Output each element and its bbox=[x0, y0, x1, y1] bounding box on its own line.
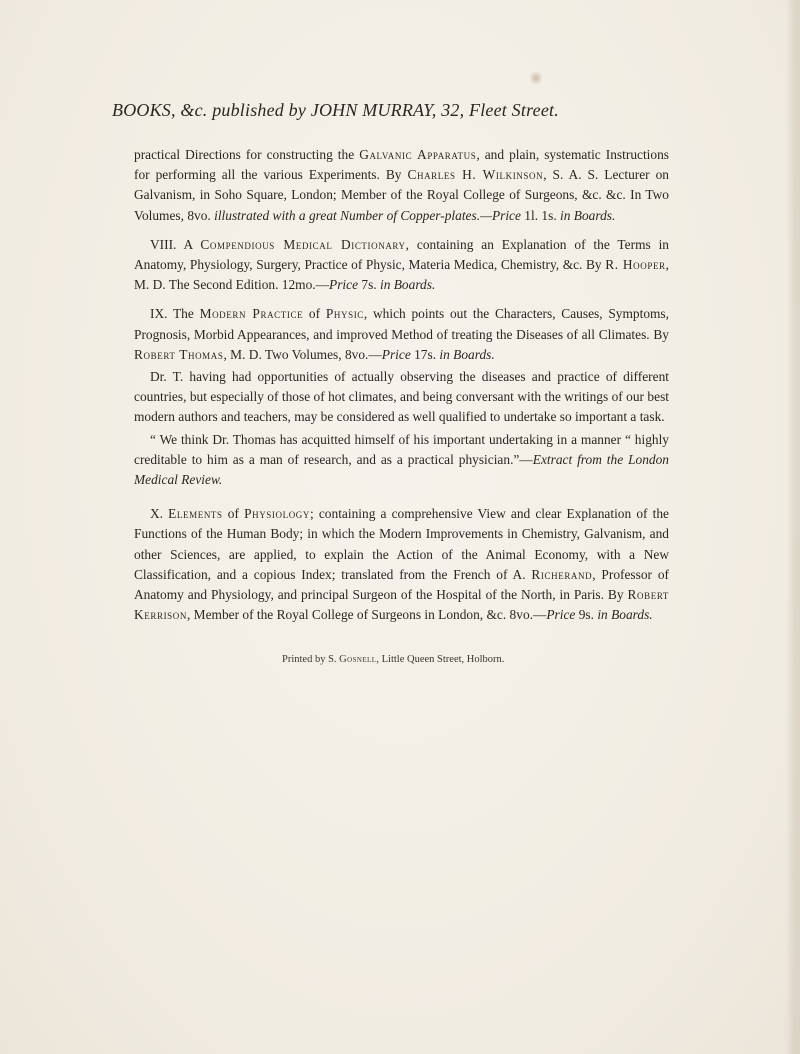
price-label: Price bbox=[381, 346, 411, 362]
entry-binding: in Boards. bbox=[439, 346, 495, 362]
entry-text: , Member of the Royal College of Surgeons in London, &c. 8vo.— bbox=[186, 607, 547, 623]
author-name: Richerand bbox=[531, 566, 593, 582]
entry-number: X. bbox=[150, 506, 169, 522]
price-label: Price bbox=[546, 607, 576, 623]
author-name: Robert Kerrison bbox=[134, 587, 669, 623]
entry-subject: Physic bbox=[325, 306, 364, 322]
page-edge-shadow bbox=[786, 0, 800, 1054]
catalogue-entries bbox=[134, 145, 669, 625]
author-name: Robert Thomas bbox=[134, 346, 224, 362]
entry-text: practical Directions for constructing the bbox=[134, 147, 360, 162]
entry-text: , containing an Explanation of the Terms in Anatomy, Physiology, Surgery, Practice of Physic, Materia Medica, Chemistry, &c. By bbox=[134, 236, 669, 273]
imprint-text: , Little Queen Street, Holborn. bbox=[376, 654, 505, 665]
entry-galvanism-continued bbox=[134, 145, 669, 226]
entry-text: , M. D. The Second Edition. 12mo.— bbox=[134, 257, 670, 293]
entry-subject: Compendious Medical Dictionary bbox=[200, 236, 406, 252]
author-name: Charles H. Wilkinson bbox=[407, 167, 544, 183]
review-quote: “ We think Dr. Thomas has acquitted himself of his important undertaking in a manner “ highly creditable to him as a man of research, and as a practical physician.”— bbox=[134, 431, 669, 467]
entry-text: , S. A. S. Lecturer on Galvanism, in Soho Square, London; Member of the Royal College of Surgeons, &c. &c. In Two Volumes, 8vo. bbox=[134, 167, 669, 223]
entry-price: 9s. bbox=[575, 607, 598, 623]
entry-ix-review-quote bbox=[134, 430, 669, 491]
entry-note: illustrated with a great Number of Copper-plates.—Price bbox=[214, 207, 521, 223]
entry-binding: in Boards. bbox=[560, 207, 616, 223]
entry-subject: Elements bbox=[168, 506, 223, 522]
entry-number: VIII. A bbox=[150, 236, 201, 252]
entry-text: , M. D. Two Volumes, 8vo.— bbox=[223, 346, 382, 362]
entry-price: 17s. bbox=[410, 346, 440, 362]
entry-ix-commentary bbox=[134, 367, 669, 428]
entry-price: 7s. bbox=[358, 277, 380, 293]
entry-ix bbox=[134, 304, 669, 365]
entry-number: IX. The bbox=[150, 306, 200, 322]
author-name: R. Hooper bbox=[605, 257, 666, 273]
entry-subject: Physiology bbox=[244, 506, 311, 522]
entry-subject: Galvanic Apparatus bbox=[359, 147, 477, 162]
entry-text: , and plain, systematic Instructions for performing all the various Experiments. By bbox=[134, 147, 669, 183]
imprint-text: Printed by S. bbox=[282, 654, 340, 665]
entry-text: of bbox=[222, 506, 245, 522]
entry-binding: in Boards. bbox=[379, 277, 436, 293]
entry-viii bbox=[134, 235, 669, 296]
printer-name: Gosnell bbox=[339, 654, 377, 665]
entry-text: ; containing a comprehensive View and clear Explanation of the Functions of the Human Body; in which the Modern Improvements in Chemistry, Galvanism, and other Sciences, are applied, to explain the Action of the Animal Economy, with a New Classification, and a copious Index; translated from the French of A. bbox=[134, 506, 669, 582]
entry-text: , which points out the Characters, Causes, Symptoms, Prognosis, Morbid Appearances, and improved Method of treating the Diseases of all Climates. By bbox=[134, 306, 669, 342]
entry-binding: in Boards. bbox=[597, 607, 653, 623]
entry-text: Dr. T. having had opportunities of actually observing the diseases and practice of different countries, but especially of those of hot climates, and being conversant with the writings of our best modern authors and teachers, may be considered as well qualified to undertake so important a task. bbox=[134, 369, 669, 425]
page-header: BOOKS, &c. published by JOHN MURRAY, 32, Fleet Street. bbox=[112, 100, 559, 120]
entry-x bbox=[134, 504, 669, 625]
entry-subject: Modern Practice bbox=[199, 306, 304, 322]
printer-imprint bbox=[282, 654, 612, 665]
ink-smudge bbox=[530, 70, 542, 86]
entry-price: 1l. 1s. bbox=[520, 207, 561, 223]
review-source: Extract from the London Medical Review. bbox=[134, 451, 669, 488]
price-label: Price bbox=[329, 277, 359, 293]
entry-text: of bbox=[303, 306, 326, 322]
entry-text: , Professor of Anatomy and Physiology, and principal Surgeon of the Hospital of the North, in Paris. By bbox=[134, 566, 669, 603]
